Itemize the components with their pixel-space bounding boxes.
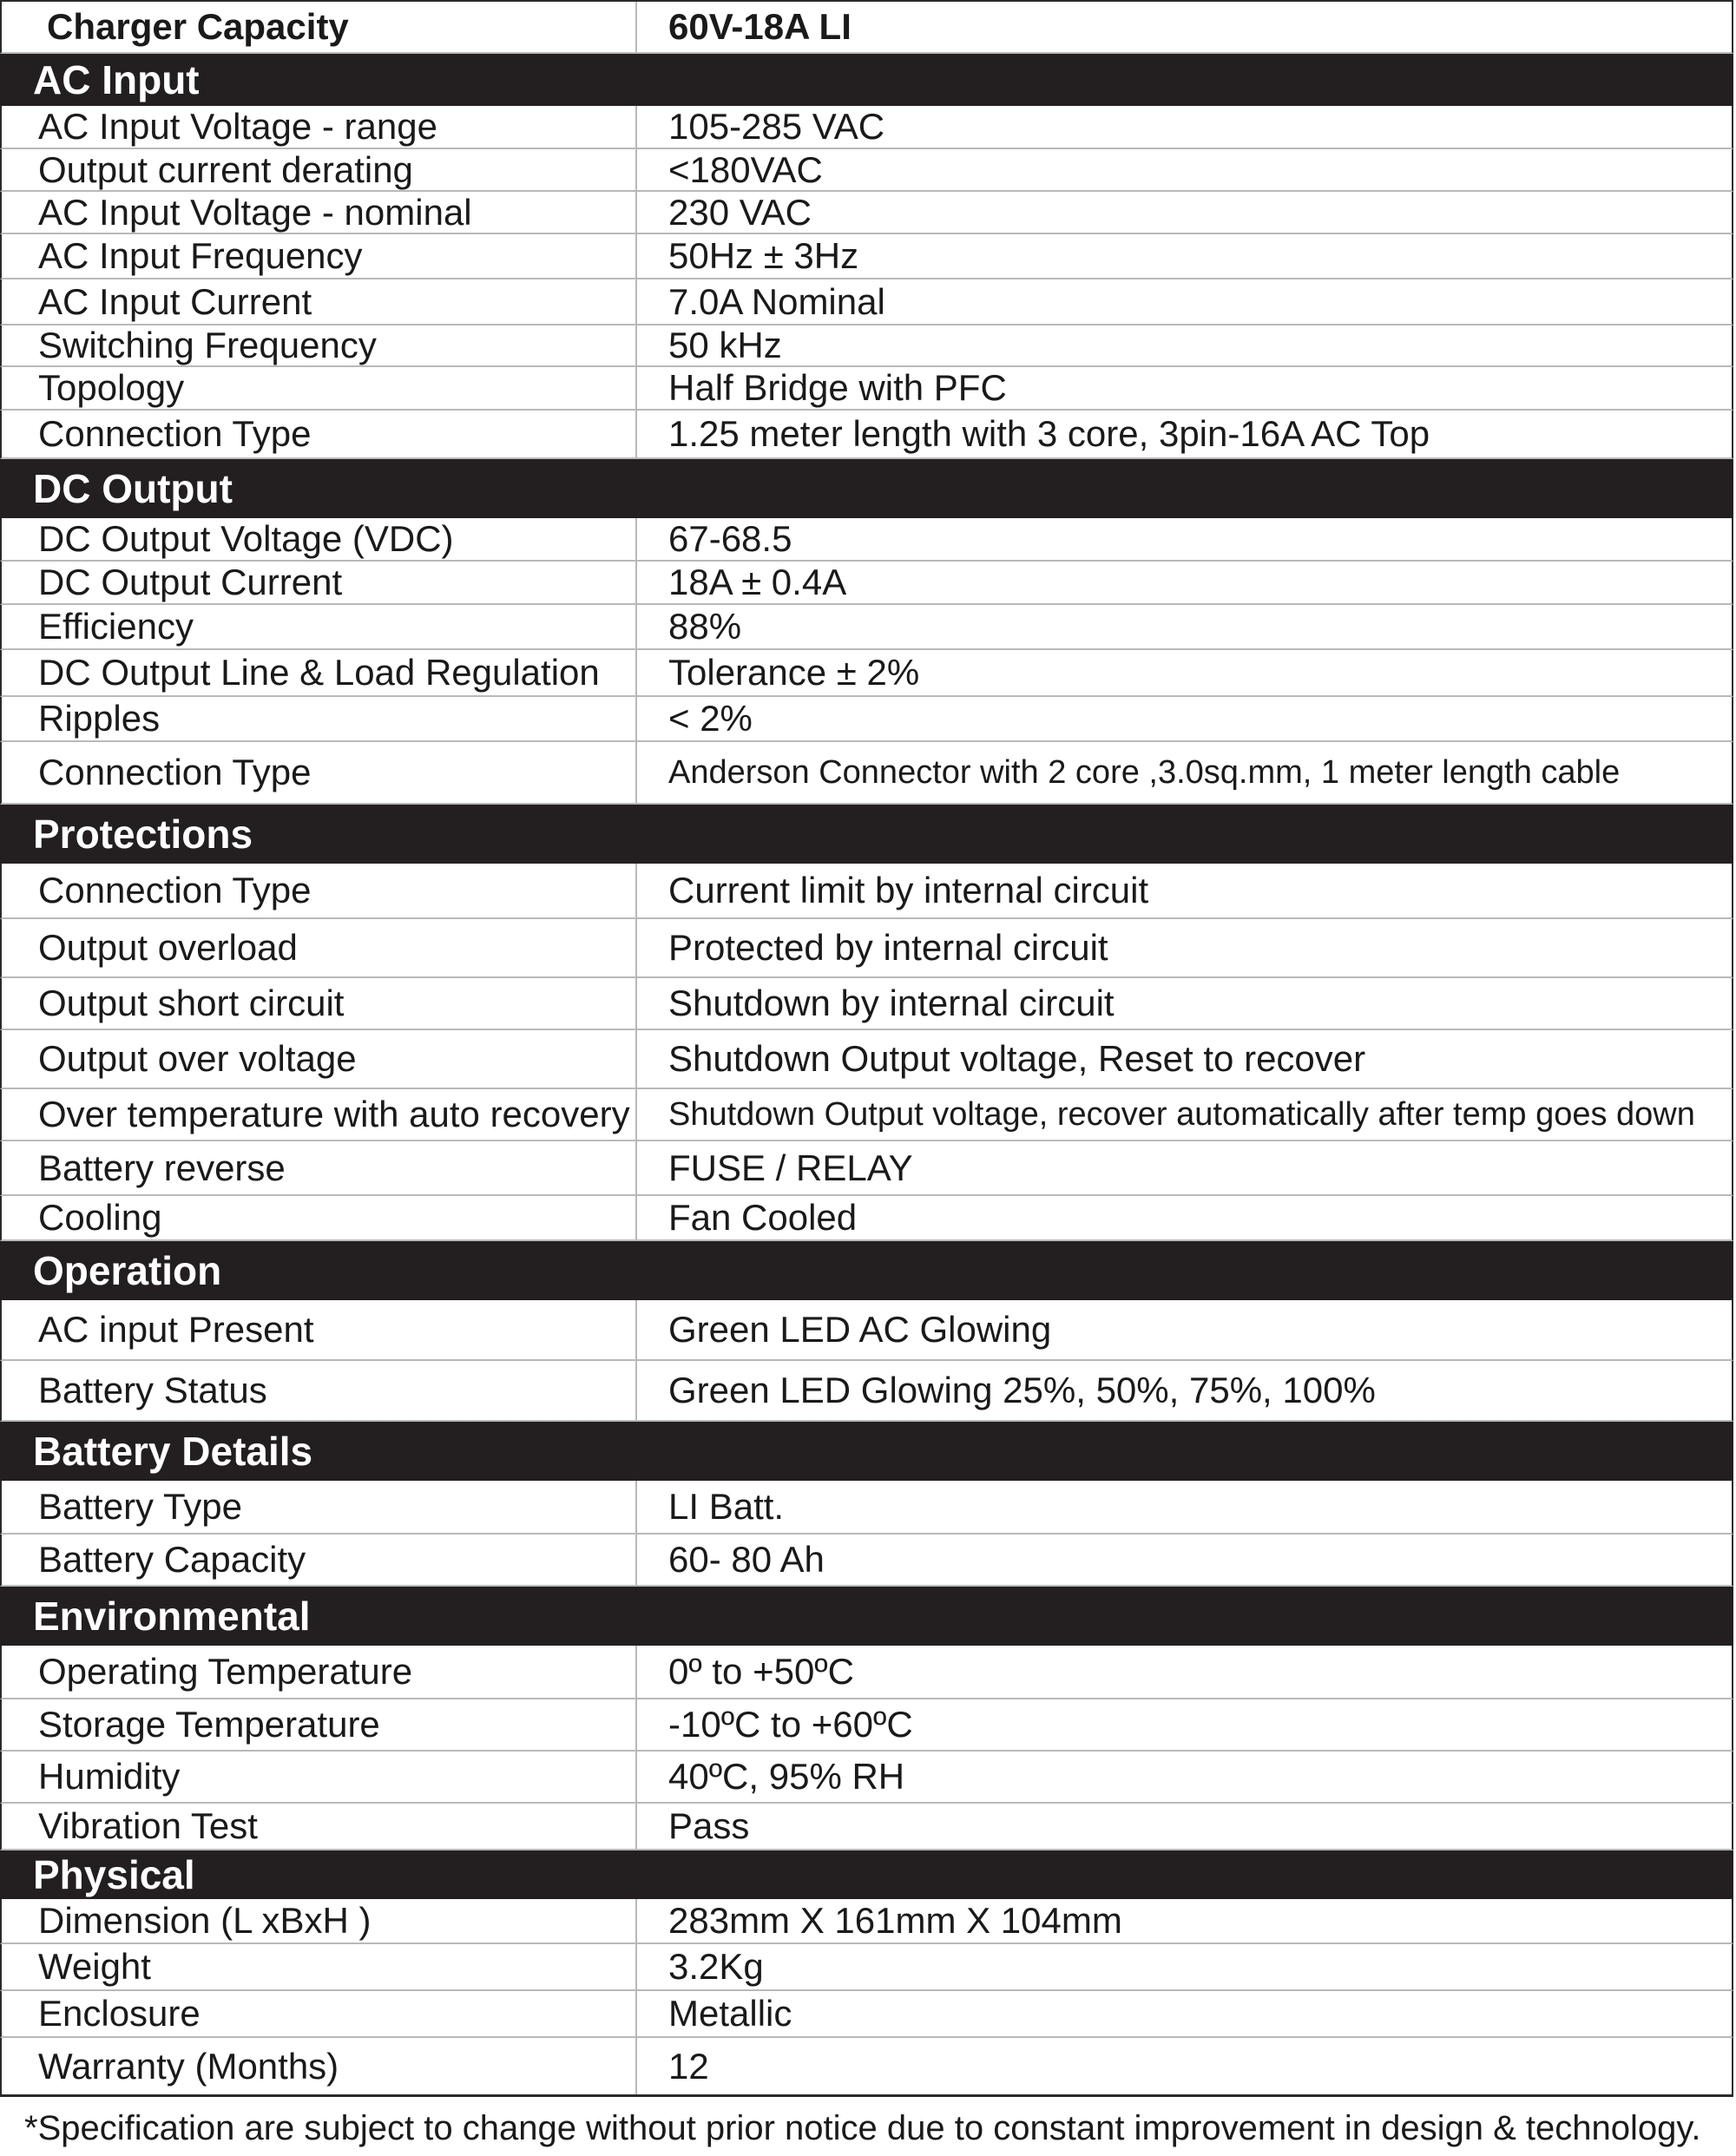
spec-label: Weight	[2, 1944, 637, 1989]
spec-value: Tolerance ± 2%	[668, 652, 920, 693]
spec-value: 1.25 meter length with 3 core, 3pin-16A AC Top	[668, 413, 1430, 454]
spec-value: 230 VAC	[668, 192, 812, 233]
spec-row	[0, 192, 1733, 234]
spec-row	[0, 1300, 1733, 1361]
spec-row	[0, 1646, 1733, 1699]
section-header: Physical	[0, 1850, 1733, 1899]
spec-label: Cooling	[2, 1196, 637, 1239]
spec-label: Battery Status	[2, 1361, 637, 1420]
spec-label: Topology	[2, 367, 637, 409]
spec-row	[0, 1752, 1733, 1804]
spec-value: Protected by internal circuit	[668, 927, 1108, 968]
spec-row	[0, 605, 1733, 650]
spec-label: AC Input Voltage - nominal	[2, 192, 637, 233]
spec-row	[0, 2038, 1733, 2097]
spec-label: Battery reverse	[2, 1141, 637, 1194]
spec-value: Shutdown Output voltage, recover automatically after temp goes down	[668, 1095, 1695, 1133]
footnote: *Specification are subject to change without prior notice due to constant improvement in design & technology.	[24, 2109, 1701, 2147]
spec-label: Humidity	[2, 1752, 637, 1802]
spec-row	[0, 1899, 1733, 1944]
spec-value: 88%	[668, 606, 742, 647]
spec-label: Switching Frequency	[2, 325, 637, 365]
spec-row	[0, 919, 1733, 978]
spec-row	[0, 1944, 1733, 1991]
spec-value: Shutdown Output voltage, Reset to recover	[668, 1038, 1366, 1079]
spec-row	[0, 1030, 1733, 1089]
spec-row	[0, 1481, 1733, 1535]
spec-value: 283mm X 161mm X 104mm	[668, 1900, 1122, 1941]
spec-label: DC Output Current	[2, 562, 637, 603]
spec-label: Efficiency	[2, 605, 637, 648]
spec-row	[0, 697, 1733, 742]
section-header: Protections	[0, 805, 1733, 864]
spec-value: 12	[668, 2045, 709, 2087]
spec-row	[0, 518, 1733, 562]
spec-value: Current limit by internal circuit	[668, 870, 1149, 910]
header-label: Charger Capacity	[2, 2, 637, 52]
spec-label: AC input Present	[2, 1300, 637, 1359]
section-header: AC Input	[0, 54, 1733, 106]
spec-label: Output over voltage	[2, 1030, 637, 1088]
spec-value: 67-68.5	[668, 518, 792, 559]
spec-label: Connection Type	[2, 864, 637, 917]
spec-row	[0, 234, 1733, 279]
spec-row	[0, 1804, 1733, 1850]
header-value: 60V-18A LI	[668, 6, 852, 47]
spec-value: 3.2Kg	[668, 1946, 764, 1987]
spec-label: DC Output Voltage (VDC)	[2, 518, 637, 560]
spec-label: Output short circuit	[2, 978, 637, 1029]
spec-value: Metallic	[668, 1993, 792, 2034]
spec-row	[0, 864, 1733, 919]
spec-label: Vibration Test	[2, 1804, 637, 1849]
spec-value: 0º to +50ºC	[668, 1651, 854, 1692]
spec-value: 18A ± 0.4A	[668, 562, 847, 602]
spec-label: Connection Type	[2, 742, 637, 803]
spec-value: Green LED AC Glowing	[668, 1309, 1052, 1350]
spec-row	[0, 562, 1733, 605]
spec-label: Over temperature with auto recovery	[2, 1089, 637, 1140]
spec-value: < 2%	[668, 698, 753, 739]
spec-value: Anderson Connector with 2 core ,3.0sq.mm, 1 meter length cable	[668, 753, 1621, 791]
spec-value: -10ºC to +60ºC	[668, 1704, 913, 1745]
spec-row	[0, 1089, 1733, 1141]
spec-value: LI Batt.	[668, 1486, 785, 1527]
spec-row	[0, 742, 1733, 805]
spec-label: Dimension (L xBxH )	[2, 1899, 637, 1942]
spec-label: Operating Temperature	[2, 1646, 637, 1698]
spec-row	[0, 1361, 1733, 1422]
spec-label: AC Input Frequency	[2, 234, 637, 278]
spec-row	[0, 1991, 1733, 2038]
spec-row	[0, 650, 1733, 697]
spec-value: 60- 80 Ah	[668, 1539, 825, 1580]
spec-label: Output current derating	[2, 149, 637, 190]
spec-row	[0, 1196, 1733, 1241]
spec-label: Storage Temperature	[2, 1699, 637, 1750]
spec-row	[0, 279, 1733, 325]
spec-value: 105-285 VAC	[668, 106, 885, 147]
spec-label: AC Input Current	[2, 279, 637, 324]
spec-row	[0, 325, 1733, 367]
spec-row	[0, 149, 1733, 192]
header-row	[0, 0, 1733, 54]
section-header: DC Output	[0, 459, 1733, 518]
spec-label: Output overload	[2, 919, 637, 976]
spec-label: Battery Capacity	[2, 1535, 637, 1585]
spec-row	[0, 978, 1733, 1030]
spec-value: 50 kHz	[668, 325, 782, 365]
spec-value: 50Hz ± 3Hz	[668, 235, 859, 276]
spec-value: Pass	[668, 1805, 750, 1846]
spec-value: Half Bridge with PFC	[668, 367, 1007, 408]
spec-label: Ripples	[2, 697, 637, 740]
spec-value: 40ºC, 95% RH	[668, 1756, 905, 1797]
spec-label: Battery Type	[2, 1481, 637, 1533]
spec-label: DC Output Line & Load Regulation	[2, 650, 637, 695]
spec-value: Shutdown by internal circuit	[668, 983, 1115, 1023]
spec-value: Fan Cooled	[668, 1197, 858, 1238]
spec-row	[0, 1699, 1733, 1752]
section-header: Environmental	[0, 1587, 1733, 1646]
spec-value: Green LED Glowing 25%, 50%, 75%, 100%	[668, 1370, 1376, 1410]
spec-row	[0, 106, 1733, 149]
section-header: Operation	[0, 1241, 1733, 1300]
section-header: Battery Details	[0, 1422, 1733, 1481]
spec-label: Connection Type	[2, 411, 637, 457]
spec-label: AC Input Voltage - range	[2, 106, 637, 148]
spec-value: <180VAC	[668, 149, 823, 190]
spec-value: FUSE / RELAY	[668, 1147, 913, 1188]
spec-row	[0, 1141, 1733, 1196]
spec-label: Enclosure	[2, 1991, 637, 2036]
spec-value: 7.0A Nominal	[668, 280, 885, 322]
spec-row	[0, 411, 1733, 459]
spec-row	[0, 1535, 1733, 1587]
spec-row	[0, 367, 1733, 411]
spec-label: Warranty (Months)	[2, 2038, 637, 2094]
